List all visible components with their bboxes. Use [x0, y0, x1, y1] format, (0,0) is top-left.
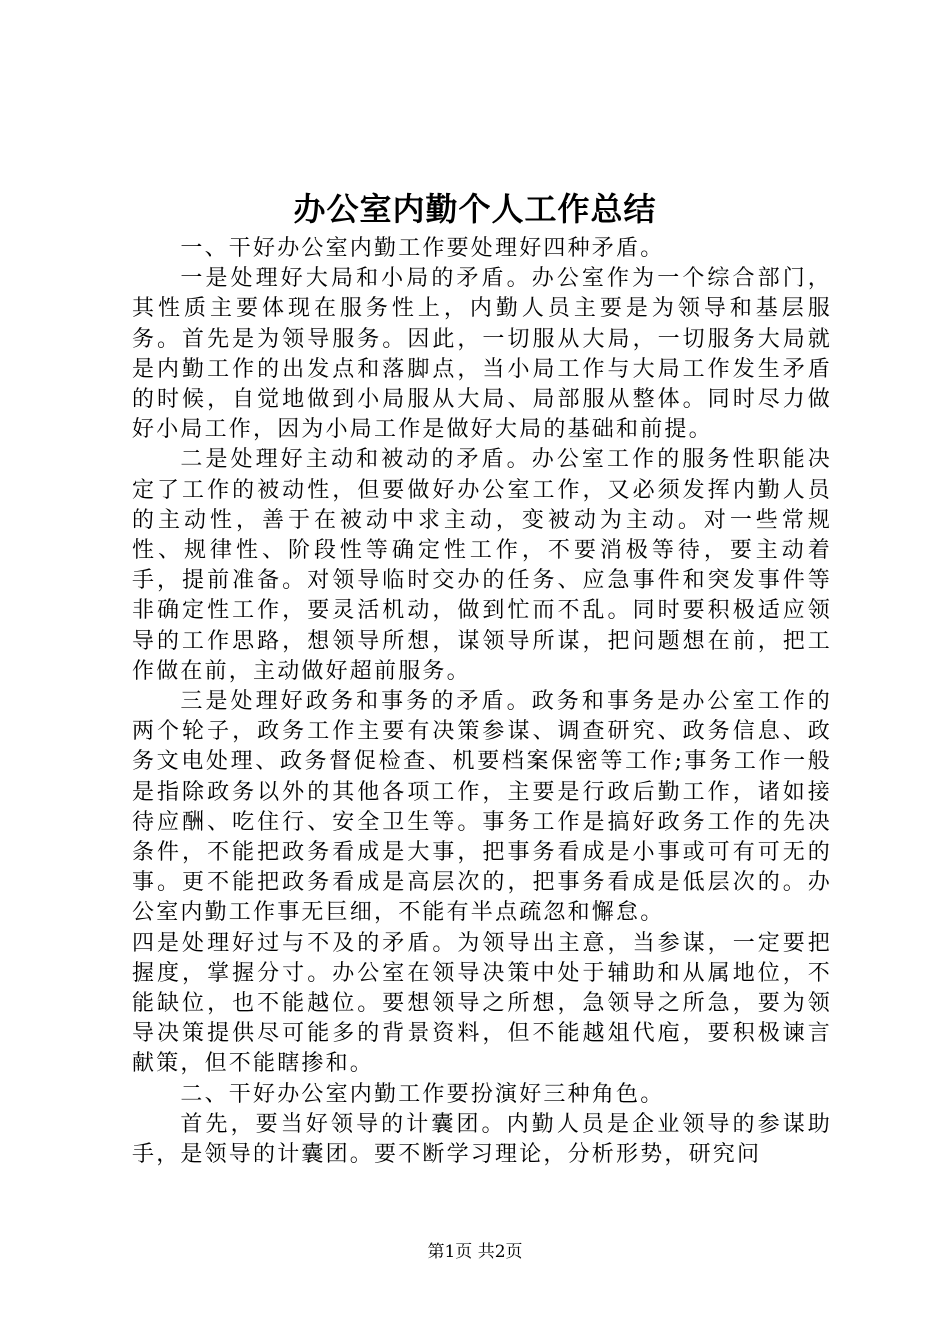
document-title: 办公室内勤个人工作总结	[293, 190, 657, 228]
document-body	[132, 234, 832, 1170]
section-heading-1: 一、干好办公室内勤工作要处理好四种矛盾。	[180, 236, 665, 261]
paragraph-big-small: 一是处理好大局和小局的矛盾。办公室作为一个综合部门，其性质主要体现在服务性上，内勤人员主要是为领导和基层服务。首先是为领导服务。因此，一切服从大局，一切服务大局就是内勤工作的出发点和落脚点，当小局工作与大局工作发生矛盾的时候，自觉地做到小局服从大局、局部服从整体。同时尽力做好小局工作，因为小局工作是做好大局的基础和前提。	[132, 266, 832, 443]
section-heading-2: 二、干好办公室内勤工作要扮演好三种角色。	[180, 1081, 665, 1107]
paragraph-advisor: 首先，要当好领导的计囊团。内勤人员是企业领导的参谋助手，是领导的计囊团。要不断学习理论，分析形势，研究问	[132, 1111, 832, 1168]
paragraph-excess-deficiency: 四是处理好过与不及的矛盾。为领导出主意，当参谋，一定要把握度，掌握分寸。办公室在领导决策中处于辅助和从属地位，不能缺位，也不能越位。要想领导之所想，急领导之所急，要为领导决策提供尽可能多的背景资料，但不能越俎代庖，要积极谏言献策，但不能瞎掺和。	[132, 930, 832, 1077]
paragraph-active-passive: 二是处理好主动和被动的矛盾。办公室工作的服务性职能决定了工作的被动性，但要做好办公室工作，又必须发挥内勤人员的主动性，善于在被动中求主动，变被动为主动。对一些常规性、规律性、阶段性等确定性工作，不要消极等待，要主动着手，提前准备。对领导临时交办的任务、应急事件和突发事件等非确定性工作，要灵活机动，做到忙而不乱。同时要积极适应领导的工作思路，想领导所想，谋领导所谋，把问题想在前，把工作做在前，主动做好超前服务。	[132, 447, 832, 684]
page-number-footer: 第1页 共2页	[427, 1242, 523, 1262]
paragraph-affairs: 三是处理好政务和事务的矛盾。政务和事务是办公室工作的两个轮子，政务工作主要有决策参谋、调查研究、政务信息、政务文电处理、政务督促检查、机要档案保密等工作;事务工作一般是指除政务以外的其他各项工作，主要是行政后勤工作，诸如接待应酬、吃住行、安全卫生等。事务工作是搞好政务工作的先决条件，不能把政务看成是大事，把事务看成是小事或可有可无的事。更不能把政务看成是高层次的，把事务看成是低层次的。办公室内勤工作事无巨细，不能有半点疏忽和懈怠。	[132, 689, 832, 926]
